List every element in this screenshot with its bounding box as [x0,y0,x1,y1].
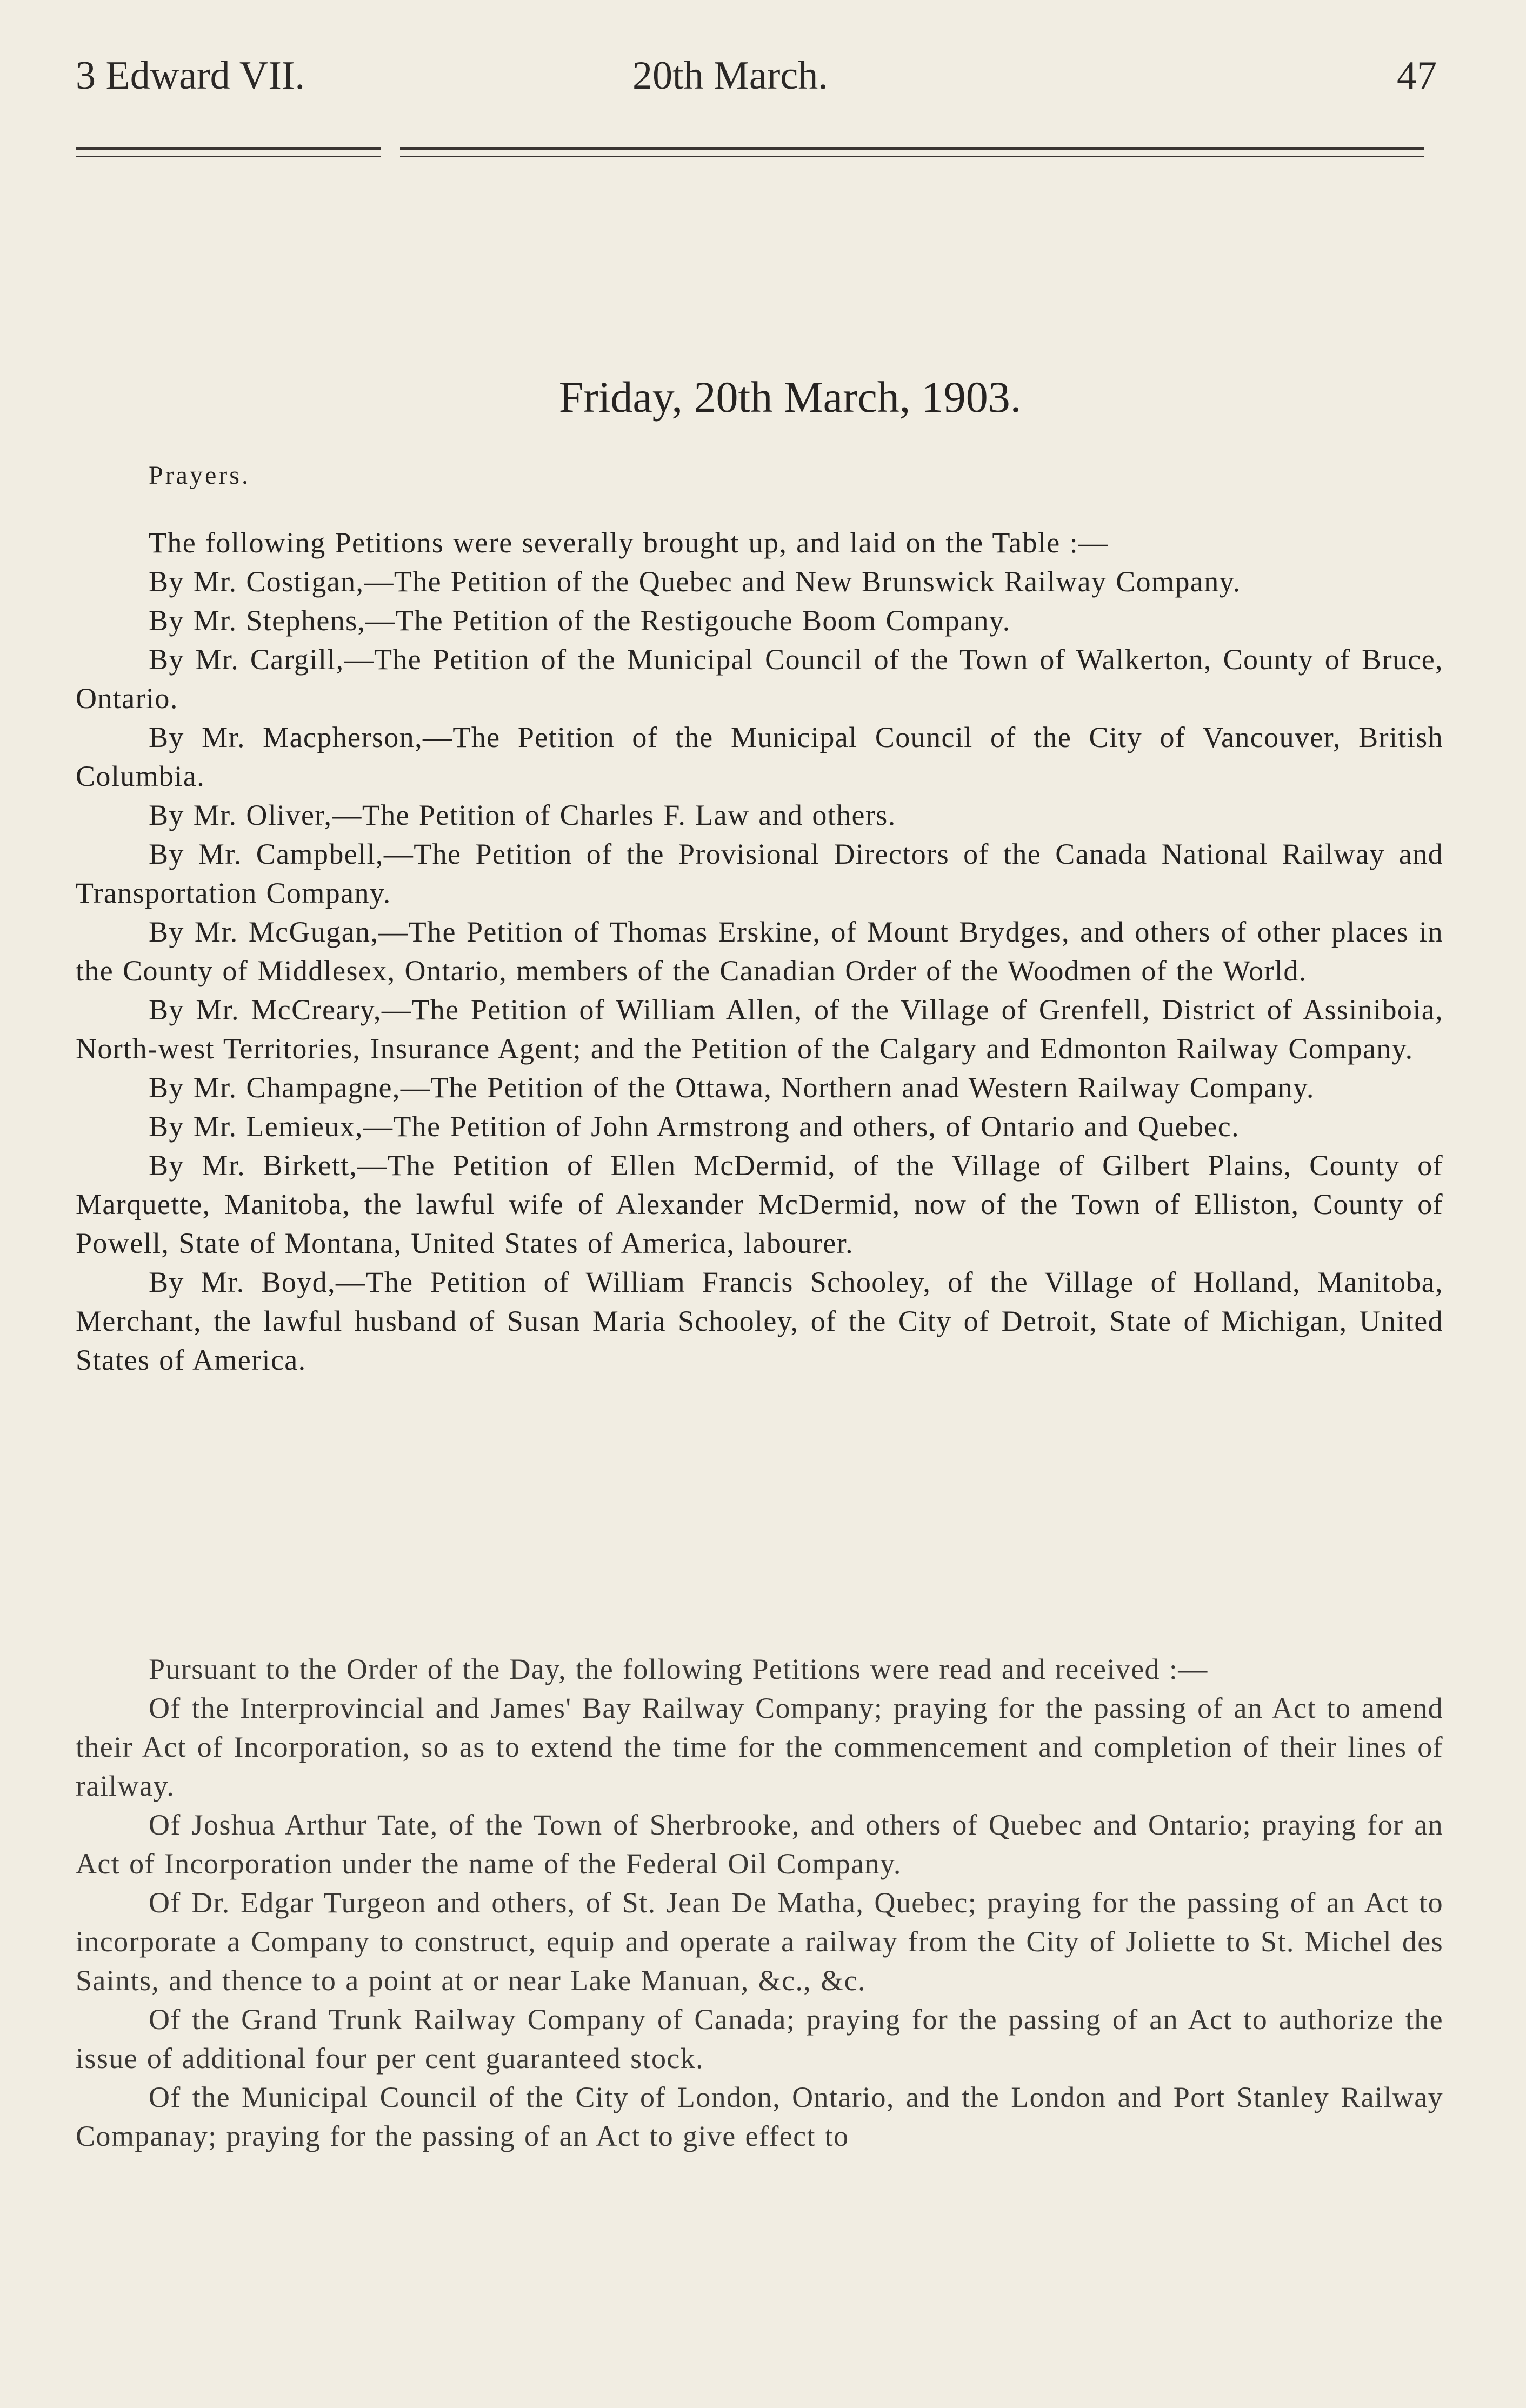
regnal-year: 3 Edward VII. [76,54,305,98]
paragraph: Of Dr. Edgar Turgeon and others, of St. Jean De Matha, Quebec; praying for the passing of an Act to incorporate a Company to construct, equip and operate a railway from the City of Joliette to St. Michel des Saints, and thence to a point at or near Lake Manuan, &c., &c. [76,1886,1443,1997]
header-rule-left-bottom [76,156,381,157]
paragraph: The following Petitions were severally brought up, and laid on the Table :— [149,526,1109,559]
prayers-heading: Prayers. [149,461,250,490]
paragraph: By Mr. Costigan,—The Petition of the Quebec and New Brunswick Railway Company. [149,565,1241,598]
petitions-presented-section [76,523,1443,1379]
paragraph: Of the Interprovincial and James' Bay Railway Company; praying for the passing of an Act to amend their Act of Incorporation, so as to extend the time for the commencement and completion of their lines of railway. [76,1692,1443,1802]
header-date: 20th March. [632,54,828,98]
paragraph: By Mr. Stephens,—The Petition of the Restigouche Boom Company. [149,604,1011,637]
petitions-received-section [76,1650,1443,2156]
paragraph: By Mr. McCreary,—The Petition of William Allen, of the Village of Grenfell, District of Assiniboia, North-west Territories, Insurance Agent; and the Petition of the Calgary and Edmonton Railway Company. [76,993,1443,1065]
paragraph: By Mr. Champagne,—The Petition of the Ottawa, Northern anad Western Railway Company. [149,1071,1315,1104]
running-head [76,51,1437,100]
paragraph: By Mr. Boyd,—The Petition of William Francis Schooley, of the Village of Holland, Manitoba, Merchant, the lawful husband of Susan Maria Schooley, of the City of Detroit, State of Michigan, United States of America. [76,1266,1443,1376]
sitting-date-heading: Friday, 20th March, 1903. [558,372,1022,422]
paragraph: Of Joshua Arthur Tate, of the Town of Sherbrooke, and others of Quebec and Ontario; praying for an Act of Incorporation under the name of the Federal Oil Company. [76,1809,1443,1880]
paragraph: By Mr. Birkett,—The Petition of Ellen McDermid, of the Village of Gilbert Plains, County of Marquette, Manitoba, the lawful wife of Alexander McDermid, now of the Town of Elliston, County of Powell, State of Montana, United States of America, labourer. [76,1149,1443,1259]
paragraph: Of the Municipal Council of the City of London, Ontario, and the London and Port Stanley Railway Companay; praying for the passing of an Act to give effect to [76,2081,1443,2152]
paragraph: Of the Grand Trunk Railway Company of Canada; praying for the passing of an Act to authorize the issue of additional four per cent guaranteed stock. [76,2003,1443,2075]
paragraph: By Mr. McGugan,—The Petition of Thomas Erskine, of Mount Brydges, and others of other places in the County of Middlesex, Ontario, members of the Canadian Order of the Woodmen of the World. [76,916,1443,987]
paragraph: By Mr. Lemieux,—The Petition of John Armstrong and others, of Ontario and Quebec. [149,1110,1240,1143]
paragraph: By Mr. Oliver,—The Petition of Charles F. Law and others. [149,799,896,831]
header-rule-left-top [76,147,381,150]
paragraph: By Mr. Macpherson,—The Petition of the Municipal Council of the City of Vancouver, British Columbia. [76,721,1443,792]
header-rule-right-top [400,147,1424,150]
paragraph: By Mr. Campbell,—The Petition of the Provisional Directors of the Canada National Railway and Transportation Company. [76,838,1443,909]
header-rule-right-bottom [400,156,1424,157]
paragraph: By Mr. Cargill,—The Petition of the Municipal Council of the Town of Walkerton, County of Bruce, Ontario. [76,643,1443,715]
page-number: 47 [1397,54,1437,98]
paragraph: Pursuant to the Order of the Day, the following Petitions were read and received :— [149,1653,1208,1685]
